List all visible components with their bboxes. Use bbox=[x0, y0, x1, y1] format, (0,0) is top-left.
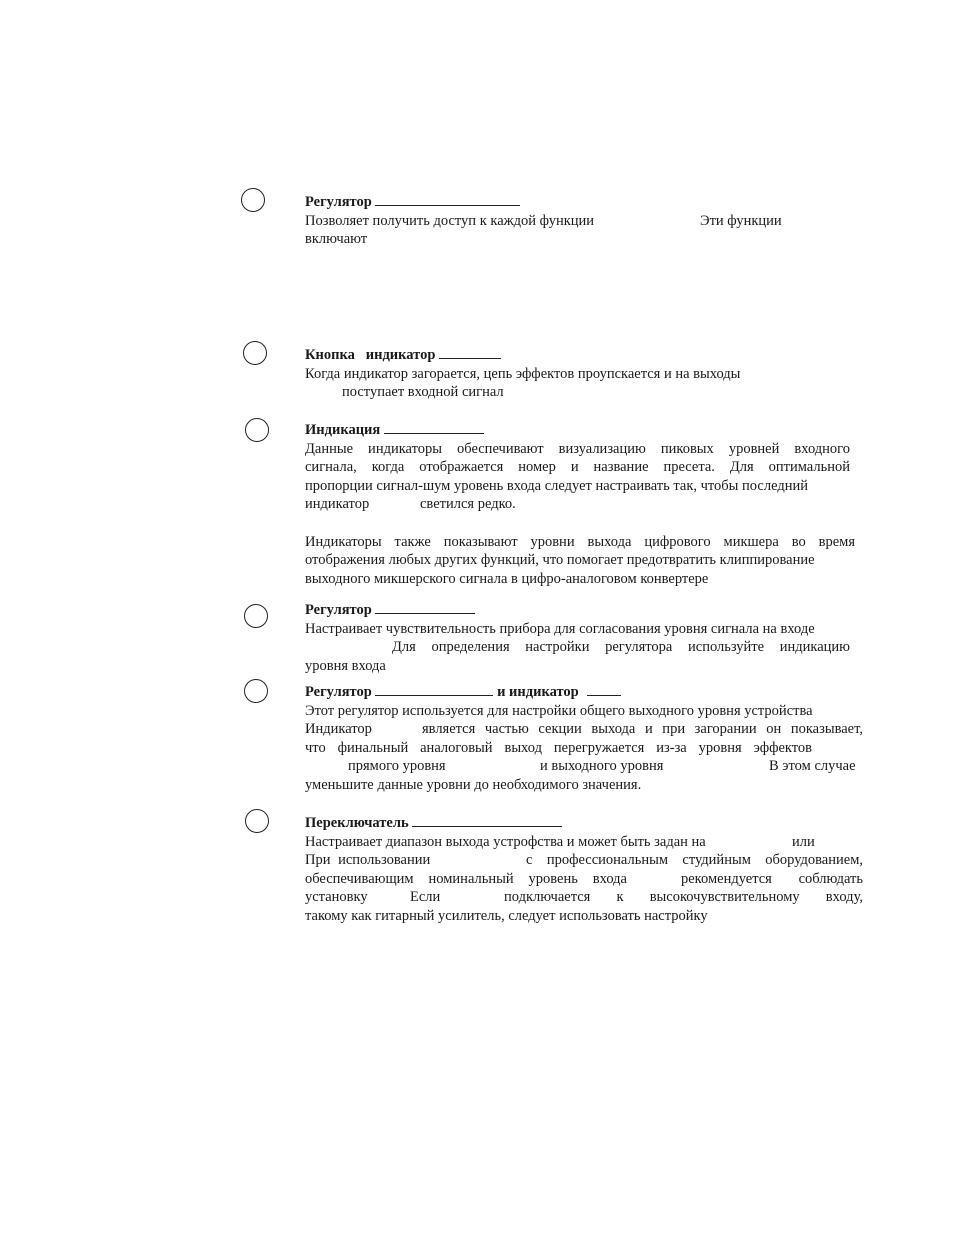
body-text: с профессиональным студийным оборудованием, bbox=[526, 852, 863, 869]
blank-underline bbox=[587, 682, 621, 696]
body-text: Индикатор bbox=[305, 721, 372, 738]
body-text: Позволяет получить доступ к каждой функции bbox=[305, 212, 595, 229]
section-6-marker-circle bbox=[245, 809, 269, 833]
section-button-indicator bbox=[305, 345, 865, 402]
body-line: отображения любых других функций, что помогает предотвратить клиппирование bbox=[305, 552, 815, 569]
body-text: индикатор bbox=[305, 496, 370, 513]
section-title: Регулятор bbox=[305, 684, 372, 700]
section-2-marker-circle bbox=[243, 341, 267, 365]
body-line: включают bbox=[305, 231, 368, 248]
body-line bbox=[305, 851, 863, 870]
body-text: подключается к высокочувствительному входу, bbox=[504, 889, 863, 906]
body-line bbox=[305, 212, 865, 231]
section-4-marker-circle bbox=[244, 604, 268, 628]
section-title: Индикация bbox=[305, 422, 381, 438]
body-line: уменьшите данные уровни до необходимого значения. bbox=[305, 776, 642, 793]
blank-underline bbox=[375, 600, 475, 614]
section-input-regulator bbox=[305, 600, 850, 675]
body-line: что финальный аналоговый выход перегружается из-за уровня эффектов bbox=[305, 739, 812, 756]
section-title: Кнопка индикатор bbox=[305, 347, 436, 363]
body-text: является частью секции выхода и при загорании он показывает, bbox=[422, 721, 863, 738]
body-line bbox=[305, 495, 850, 514]
blank-underline bbox=[375, 682, 493, 696]
body-line: выходного микшерского сигнала в цифро-аналоговом конвертере bbox=[305, 570, 709, 587]
section-title: Регулятор bbox=[305, 194, 372, 210]
section-title: Переключатель bbox=[305, 815, 409, 831]
body-line: Настраивает чувствительность прибора для согласования уровня сигнала на входе bbox=[305, 620, 815, 637]
body-line: Индикаторы также показывают уровни выхода цифрового микшера во время bbox=[305, 533, 855, 550]
body-text: рекомендуется соблюдать bbox=[681, 870, 863, 887]
body-line: Этот регулятор используется для настройки общего выходного уровня устройства bbox=[305, 702, 813, 719]
body-line: Для определения настройки регулятора используйте индикацию bbox=[392, 639, 850, 656]
body-line bbox=[305, 720, 863, 739]
body-line: поступает входной сигнал bbox=[342, 384, 504, 401]
body-text: установку bbox=[305, 889, 368, 906]
body-line: Когда индикатор загорается, цепь эффектов проупскается и на выходы bbox=[305, 365, 741, 382]
blank-underline bbox=[375, 192, 520, 206]
section-output-regulator bbox=[305, 682, 863, 795]
body-line: такому как гитарный усилитель, следует использовать настройку bbox=[305, 907, 708, 924]
body-line: уровня входа bbox=[305, 657, 386, 674]
section-title: Регулятор bbox=[305, 602, 372, 618]
section-1-marker-circle bbox=[241, 188, 265, 212]
blank-underline bbox=[412, 813, 562, 827]
body-line: пропорции сигнал-шум уровень входа следует настраивать так, чтобы последний bbox=[305, 477, 808, 494]
section-switch bbox=[305, 813, 863, 926]
body-text: Если bbox=[410, 889, 441, 906]
body-text: или bbox=[792, 833, 815, 850]
blank-underline bbox=[439, 345, 501, 359]
body-text: В этом случае bbox=[769, 758, 856, 775]
body-text: Эти функции bbox=[700, 212, 782, 229]
body-text: светился редко. bbox=[420, 496, 516, 513]
section-indication bbox=[305, 420, 855, 588]
section-regulator-function bbox=[305, 192, 865, 249]
body-text: обеспечивающим номинальный уровень входа bbox=[305, 870, 627, 887]
body-text: прямого уровня bbox=[348, 758, 446, 775]
body-line bbox=[305, 757, 863, 776]
blank-underline bbox=[384, 420, 484, 434]
body-text: При использовании bbox=[305, 852, 431, 869]
body-line: сигнала, когда отображается номер и название пресета. Для оптимальной bbox=[305, 459, 850, 476]
body-text: Настраивает диапазон выхода устрофства и может быть задан на bbox=[305, 833, 706, 850]
body-line bbox=[305, 888, 863, 907]
section-3-marker-circle bbox=[245, 418, 269, 442]
body-line bbox=[305, 833, 863, 852]
section-5-marker-circle bbox=[244, 679, 268, 703]
section-title-suffix: и индикатор bbox=[497, 684, 579, 700]
body-text: и выходного уровня bbox=[540, 758, 664, 775]
body-line: Данные индикаторы обеспечивают визуализацию пиковых уровней входного bbox=[305, 440, 850, 457]
body-line bbox=[305, 870, 863, 889]
